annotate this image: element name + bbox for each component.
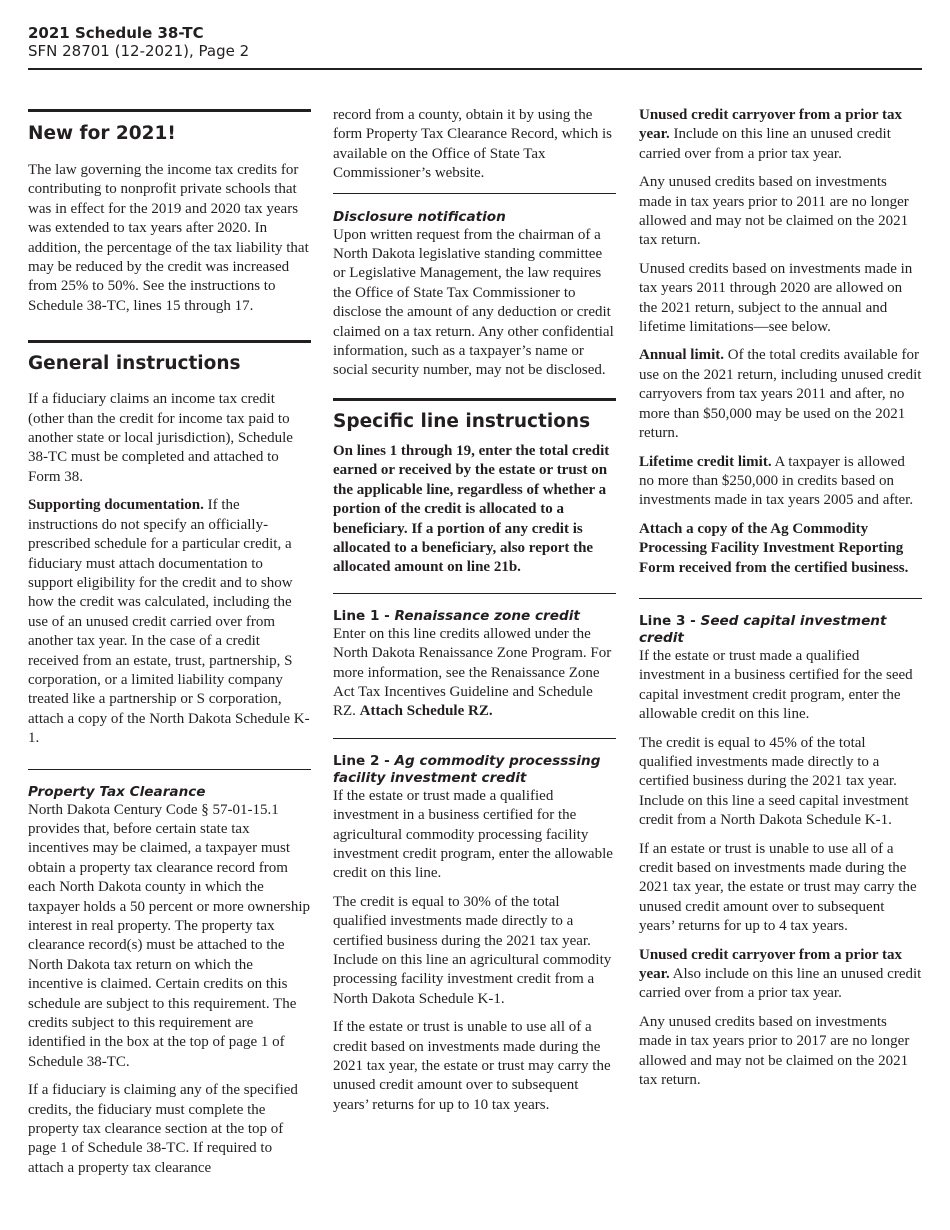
new-for-2021-text: The law governing the income tax credits for contributing to nonprofit private schools that was in effect for the 2019 and 2020 tax years was extended to tax years after 2020. In addition, the percentage of the tax liability that may be reduced by the credit was increased from 25% to 50%. See the instructions to Schedule 38-TC, lines 15 through 17. — [28, 162, 309, 314]
disclosure-notification-heading: Disclosure notification — [333, 208, 506, 225]
line-2-text-1: If the estate or trust made a qualified investment in a business certified for the agricultural commodity processing facility investment credit program, enter the allowable credit on this line. — [333, 787, 613, 882]
line-3-text-2: The credit is equal to 45% of the total qualified investments made directly to a certified business during the 2021 tax year. Include on this line a seed capital investment credit from a North Dakota Schedule K-1. — [639, 734, 909, 829]
line-2-number: Line 2 - — [333, 752, 395, 769]
page-header — [28, 24, 922, 70]
line-3-text-1: If the estate or trust made a qualified investment in a business certified for the seed capital investment credit program, enter the allowable credit on this line. — [639, 647, 913, 723]
line-2-heading — [333, 753, 616, 787]
line-1-number: Line 1 - — [333, 607, 395, 624]
carryover-text: Include on this line an unused credit carried over from a prior tax year. — [639, 126, 891, 162]
line-1-title: Renaissance zone credit — [394, 607, 580, 624]
column-middle — [333, 96, 616, 1124]
carryover-label: Unused credit carryover from a prior tax year. — [639, 107, 903, 143]
annual-limit-paragraph — [639, 346, 922, 443]
specific-line-instructions-text: On lines 1 through 19, enter the total credit earned or received by the estate or trust on the applicable line, regardless of whether a portion of the credit is allocated to a beneficiary. If a portion of any credit is allocated to a beneficiary, also report the allocated amount on line 21b. — [333, 442, 610, 576]
column-left — [28, 96, 311, 1187]
property-tax-clearance-heading: Property Tax Clearance — [28, 783, 206, 800]
line-3-heading — [639, 613, 922, 647]
lifetime-limit-text: A taxpayer is allowed no more than $250,000 in credits based on investments made in tax years 2005 and after. — [639, 453, 914, 509]
supporting-documentation-text: If the instructions do not specify an officially-prescribed schedule for a particular credit, a fiduciary must attach documentation to support eligibility for the credit and to show how the credit was calculated, including the use of an unused credit carried over from another tax year. In the case of a credit received from an estate, trust, partnership, S corporation, or a limited liability company treated like a partnership or S corporation, attach a copy of the North Dakota Schedule K-1. — [28, 497, 310, 747]
lifetime-limit-label: Lifetime credit limit. — [639, 453, 772, 470]
section-rule — [333, 593, 616, 594]
prior-2017-text: Any unused credits based on investments made in tax years prior to 2017 are no longer allowed and may not be claimed on the 2021 tax return. — [639, 1013, 910, 1089]
section-rule — [333, 738, 616, 739]
attach-reporting-form-text: Attach a copy of the Ag Commodity Processing Facility Investment Reporting Form received from the certified business. — [639, 520, 909, 576]
carryover-2-paragraph — [639, 946, 922, 1004]
line-3-title: Seed capital investment credit — [639, 612, 887, 646]
property-tax-clearance-text: North Dakota Century Code § 57-01-15.1 provides that, before certain state tax incentives may be claimed, a taxpayer must obtain a property tax clearance record from each North Dakota county in which the taxpayer holds a 50 percent or more ownership interest in real property. The property tax clearance record(s) must be attached to the North Dakota tax return on which the incentive is claimed. Certain credits on this schedule are subject to this requirement. The credits subject to this requirement are identified in the box at the top of page 1 of Schedule 38-TC. — [28, 801, 310, 1070]
line-2-text-2: The credit is equal to 30% of the total qualified investments made directly to a certified business during the 2021 tax year. Include on this line an agricultural commodity processing facility investment credit from a North Dakota Schedule K-1. — [333, 893, 612, 1007]
supporting-documentation-label: Supporting documentation. — [28, 497, 204, 514]
supporting-documentation-paragraph — [28, 496, 311, 748]
section-rule — [28, 109, 311, 112]
line-1-body: Enter on this line credits allowed under the North Dakota Renaissance Zone Program. For more information, see the Renaissance Zone Act Tax Incentives Guideline and Schedule RZ. — [333, 625, 612, 720]
form-subtitle: SFN 28701 (12-2021), Page 2 — [28, 42, 250, 60]
line-3-text-3: If an estate or trust is unable to use all of a credit based on investments made during the 2021 tax year, the estate or trust may carry the unused credit amount over to subsequent years’ returns for up to 4 tax years. — [639, 840, 917, 935]
section-rule — [639, 598, 922, 599]
line-3-number: Line 3 - — [639, 612, 701, 629]
form-title: 2021 Schedule 38-TC — [28, 24, 204, 42]
carryover-2-text: Also include on this line an unused credit carried over from a prior tax year. — [639, 966, 922, 1002]
annual-limit-label: Annual limit. — [639, 347, 725, 364]
line-1-heading — [333, 608, 616, 625]
annual-limit-text: Of the total credits available for use on the 2021 return, including unused credit carryovers from tax years 2011 and after, no more than $50,000 may be used on the 2021 return. — [639, 347, 922, 442]
section-rule — [28, 769, 311, 770]
line-2-title: Ag commodity processsing facility investment credit — [333, 752, 601, 786]
disclosure-notification-text: Upon written request from the chairman of a North Dakota legislative standing committee or Legislative Management, the law requires the Office of State Tax Commissioner to disclose the amount of any deduction or credit claimed on a tax return. Any other confidential information, such as a taxpayer’s name or social security number, may not be disclosed. — [333, 226, 614, 379]
property-tax-clearance-text-2: If a fiduciary is claiming any of the specified credits, the fiduciary must complete the property tax clearance section at the top of page 1 of Schedule 38-TC. If required to attach a property tax clearance — [28, 1082, 298, 1176]
specific-line-instructions-heading: Specific line instructions — [333, 410, 591, 432]
lifetime-limit-paragraph — [639, 453, 922, 511]
allowed-credits-text: Unused credits based on investments made in tax years 2011 through 2020 are allowed on the 2021 return, subject to the annual and lifetime limitations—see below. — [639, 260, 913, 336]
line-1-text — [333, 625, 616, 722]
carryover-2-label: Unused credit carryover from a prior tax year. — [639, 946, 903, 983]
line-1-attach: Attach Schedule RZ. — [359, 703, 493, 720]
general-instructions-heading: General instructions — [28, 353, 241, 375]
carryover-paragraph — [639, 106, 922, 164]
property-tax-clearance-continued: record from a county, obtain it by using the form Property Tax Clearance Record, which is available on the Office of State Tax Commissioner’s website. — [333, 107, 613, 182]
section-rule — [333, 398, 616, 401]
section-rule — [28, 340, 311, 343]
general-instructions-text: If a fiduciary claims an income tax credit (other than the credit for income tax paid to another state or local jurisdiction), Schedule 38-TC must be completed and attached to Form 38. — [28, 391, 293, 485]
section-rule — [333, 193, 616, 194]
new-for-2021-heading: New for 2021! — [28, 123, 176, 144]
column-right — [639, 96, 922, 1099]
line-2-text-3: If the estate or trust is unable to use all of a credit based on investments made during the 2021 tax year, the estate or trust may carry the unused credit amount over to subsequent years’ returns for up to 10 tax years. — [333, 1019, 611, 1113]
prior-2011-text: Any unused credits based on investments made in tax years prior to 2011 are no longer allowed and may not be claimed on the 2021 tax return. — [639, 174, 909, 249]
